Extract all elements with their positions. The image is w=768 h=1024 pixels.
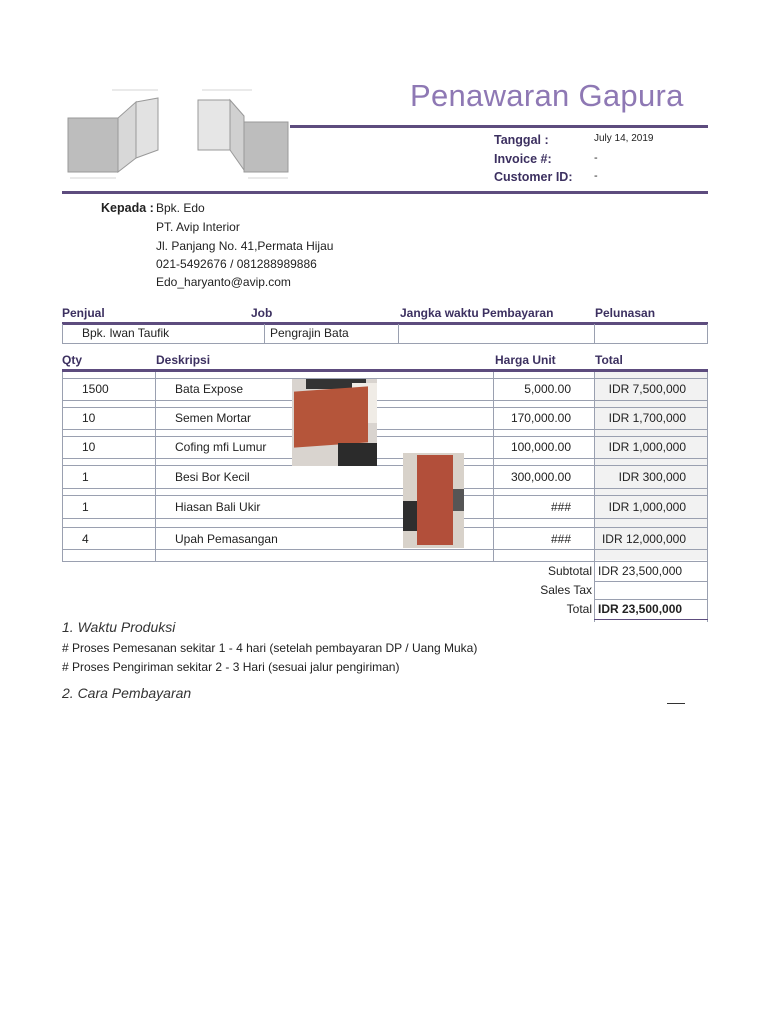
row-unit: 170,000.00 [510,411,571,425]
section-cara-pembayaran: 2. Cara Pembayaran [62,685,192,701]
total-value: IDR 23,500,000 [598,602,683,616]
row-unit: ### [550,500,571,514]
job-header: Job [251,306,273,320]
header-rule [62,191,708,194]
section-waktu-produksi: 1. Waktu Produksi [62,619,176,635]
row-total: IDR 7,500,000 [608,382,686,396]
tanggal-label: Tanggal : [494,133,549,147]
page-title: Penawaran Gapura [410,78,684,113]
row-desc: Besi Bor Kecil [175,470,250,484]
seller-rule [62,322,708,325]
gapura-drawing [62,88,292,183]
subtotal-label: Subtotal [547,564,592,578]
total-header: Total [595,353,623,367]
kepada-line: Bpk. Edo [156,201,205,215]
row-unit: 100,000.00 [510,440,571,454]
title-rule [290,125,708,128]
row-desc: Upah Pemasangan [175,532,278,546]
job-value: Pengrajin Bata [270,326,349,340]
row-qty: 4 [82,532,89,546]
row-total: IDR 1,000,000 [608,440,686,454]
note-line: # Proses Pemesanan sekitar 1 - 4 hari (setelah pembayaran DP / Uang Muka) [62,641,478,655]
deskripsi-header: Deskripsi [156,353,211,367]
customer-label: Customer ID: [494,170,573,184]
row-unit: ### [550,532,571,546]
row-desc: Bata Expose [175,382,244,396]
brick-photo [292,379,377,466]
row-qty: 1500 [82,382,109,396]
pelunasan-header: Pelunasan [595,306,656,320]
kepada-line: 021-5492676 / 081288989886 [156,257,317,271]
row-qty: 10 [82,411,96,425]
row-unit: 300,000.00 [510,470,571,484]
kepada-line: Jl. Panjang No. 41,Permata Hijau [156,239,334,253]
harga-header: Harga Unit [495,353,556,367]
row-total: IDR 300,000 [618,470,686,484]
note-line: # Proses Pengiriman sekitar 2 - 3 Hari (sesuai jalur pengiriman) [62,660,400,674]
kepada-line: PT. Avip Interior [156,220,240,234]
row-unit: 5,000.00 [524,382,571,396]
kepada-label: Kepada : [101,201,154,215]
qty-header: Qty [62,353,83,367]
penjual-header: Penjual [62,306,105,320]
row-qty: 1 [82,500,89,514]
row-total: IDR 1,700,000 [608,411,686,425]
sales-tax-label: Sales Tax [540,583,592,597]
row-total: IDR 1,000,000 [608,500,686,514]
row-qty: 10 [82,440,96,454]
brick-photo [403,453,464,548]
row-desc: Hiasan Bali Ukir [175,500,261,514]
penjual-value: Bpk. Iwan Taufik [82,326,170,340]
customer-value: - [594,170,598,182]
row-total: IDR 12,000,000 [601,532,686,546]
row-qty: 1 [82,470,89,484]
total-label: Total [566,602,592,616]
kepada-line: Edo_haryanto@avip.com [156,275,291,289]
tanggal-value: July 14, 2019 [594,133,654,144]
subtotal-value: IDR 23,500,000 [598,564,683,578]
row-desc: Cofing mfi Lumur [175,440,267,454]
row-desc: Semen Mortar [175,411,252,425]
invoice-value: - [594,152,598,164]
invoice-label: Invoice #: [494,152,552,166]
divider [667,703,685,704]
jangka-header: Jangka waktu Pembayaran [400,306,554,320]
